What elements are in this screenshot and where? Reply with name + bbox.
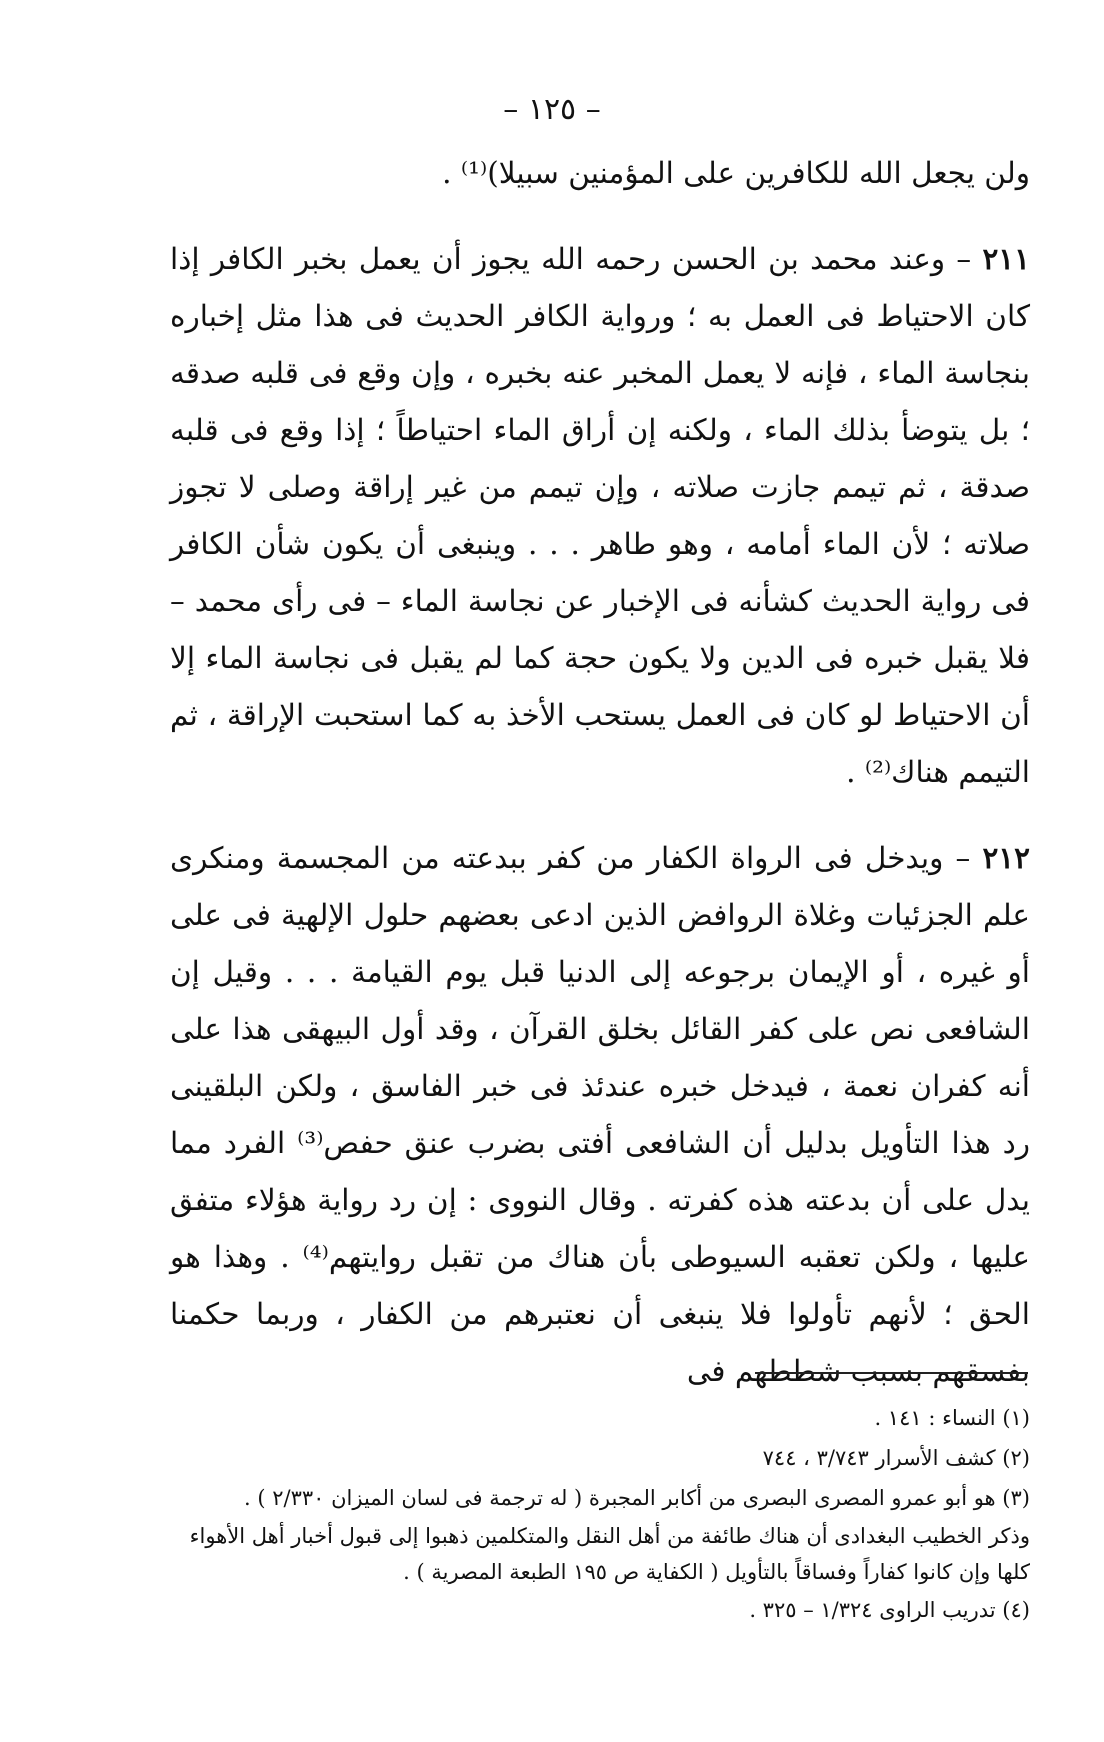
main-text [170,145,1030,1428]
footnotes [170,1398,1030,1630]
paragraph-text: – ويدخل فى الرواة الكفار من كفر ببدعته من المجسمة ومنكرى علم الجزئيات وغلاة الروافض الذين ادعى بعضهم حلول الإلهية فى على أو غيره ، أو الإيمان برجوعه إلى الدنيا قبل يوم القيامة . . . وقيل إن الشافعى نص على كفر القائل بخلق القرآن ، وقد أول البيهقى هذا على أنه كفران نعمة ، فيدخل خبره عندئذ فى خبر الفاسق ، ولكن البلقينى رد هذا التأويل بدليل أن الشافعى أفتى بضرب عنق حفص⁽³⁾ الفرد مما يدل على أن بدعته هذه كفرته . وقال النووى : إن رد رواية هؤلاء متفق عليها ، ولكن تعقبه السيوطى بأن هناك من تقبل روايتهم⁽⁴⁾ . وهذا هو الحق ؛ لأنهم تأولوا فلا ينبغى أن نعتبرهم من الكفار ، وربما حكمنا بفسقهم بسبب شططهم فى [170,841,1030,1388]
paragraph-number: ٢١٢ [982,840,1030,875]
footnote-continuation: وذكر الخطيب البغدادى أن هناك طائفة من أهل النقل والمتكلمين ذهبوا إلى قبول أخبار أهل الأهواء كلها وإن كانوا كفاراً وفساقاً بالتأويل ( الكفاية ص ١٩٥ الطبعة المصرية ) . [189,1524,1030,1584]
footnote-divider [755,1372,1028,1374]
paragraph-number: ٢١١ [982,241,1030,276]
paragraph-212 [170,829,1030,1400]
footnote: (١) النساء : ١٤١ . [874,1406,1030,1430]
footnote: (٢) كشف الأسرار ٣/٧٤٣ ، ٧٤٤ [762,1446,1030,1470]
page-number: – ١٢٥ – [503,92,601,127]
opening-line: ولن يجعل الله للكافرين على المؤمنين سبيلا)⁽¹⁾ . [442,156,1030,190]
paragraph-text: – وعند محمد بن الحسن رحمه الله يجوز أن يعمل بخبر الكافر إذا كان الاحتياط فى العمل به ؛ ورواية الكافر الحديث فى هذا مثل إخباره بنجاسة الماء ، فإنه لا يعمل المخبر عنه بخبره ، وإن وقع فى قلبه صدقه ؛ بل يتوضأ بذلك الماء ، ولكنه إن أراق الماء احتياطاً ؛ إذا وقع فى قلبه صدقة ، ثم تيمم جازت صلاته ، وإن تيمم من غير إراقة وصلى لا تجوز صلاته ؛ لأن الماء أمامه ، وهو طاهر . . . وينبغى أن يكون شأن الكافر فى رواية الحديث كشأنه فى الإخبار عن نجاسة الماء – فى رأى محمد – فلا يقبل خبره فى الدين ولا يكون حجة كما لم يقبل فى نجاسة الماء إلا أن الاحتياط لو كان فى العمل يستحب الأخذ به كما استحبت الإراقة ، ثم التيمم هناك⁽²⁾ . [170,242,1030,789]
footnote: (٤) تدريب الراوى ١/٣٢٤ – ٣٢٥ . [749,1598,1030,1622]
paragraph-211 [170,230,1030,801]
footnote: (٣) هو أبو عمرو المصرى البصرى من أكابر المجبرة ( له ترجمة فى لسان الميزان ٢/٣٣٠ ) . [244,1486,1030,1510]
